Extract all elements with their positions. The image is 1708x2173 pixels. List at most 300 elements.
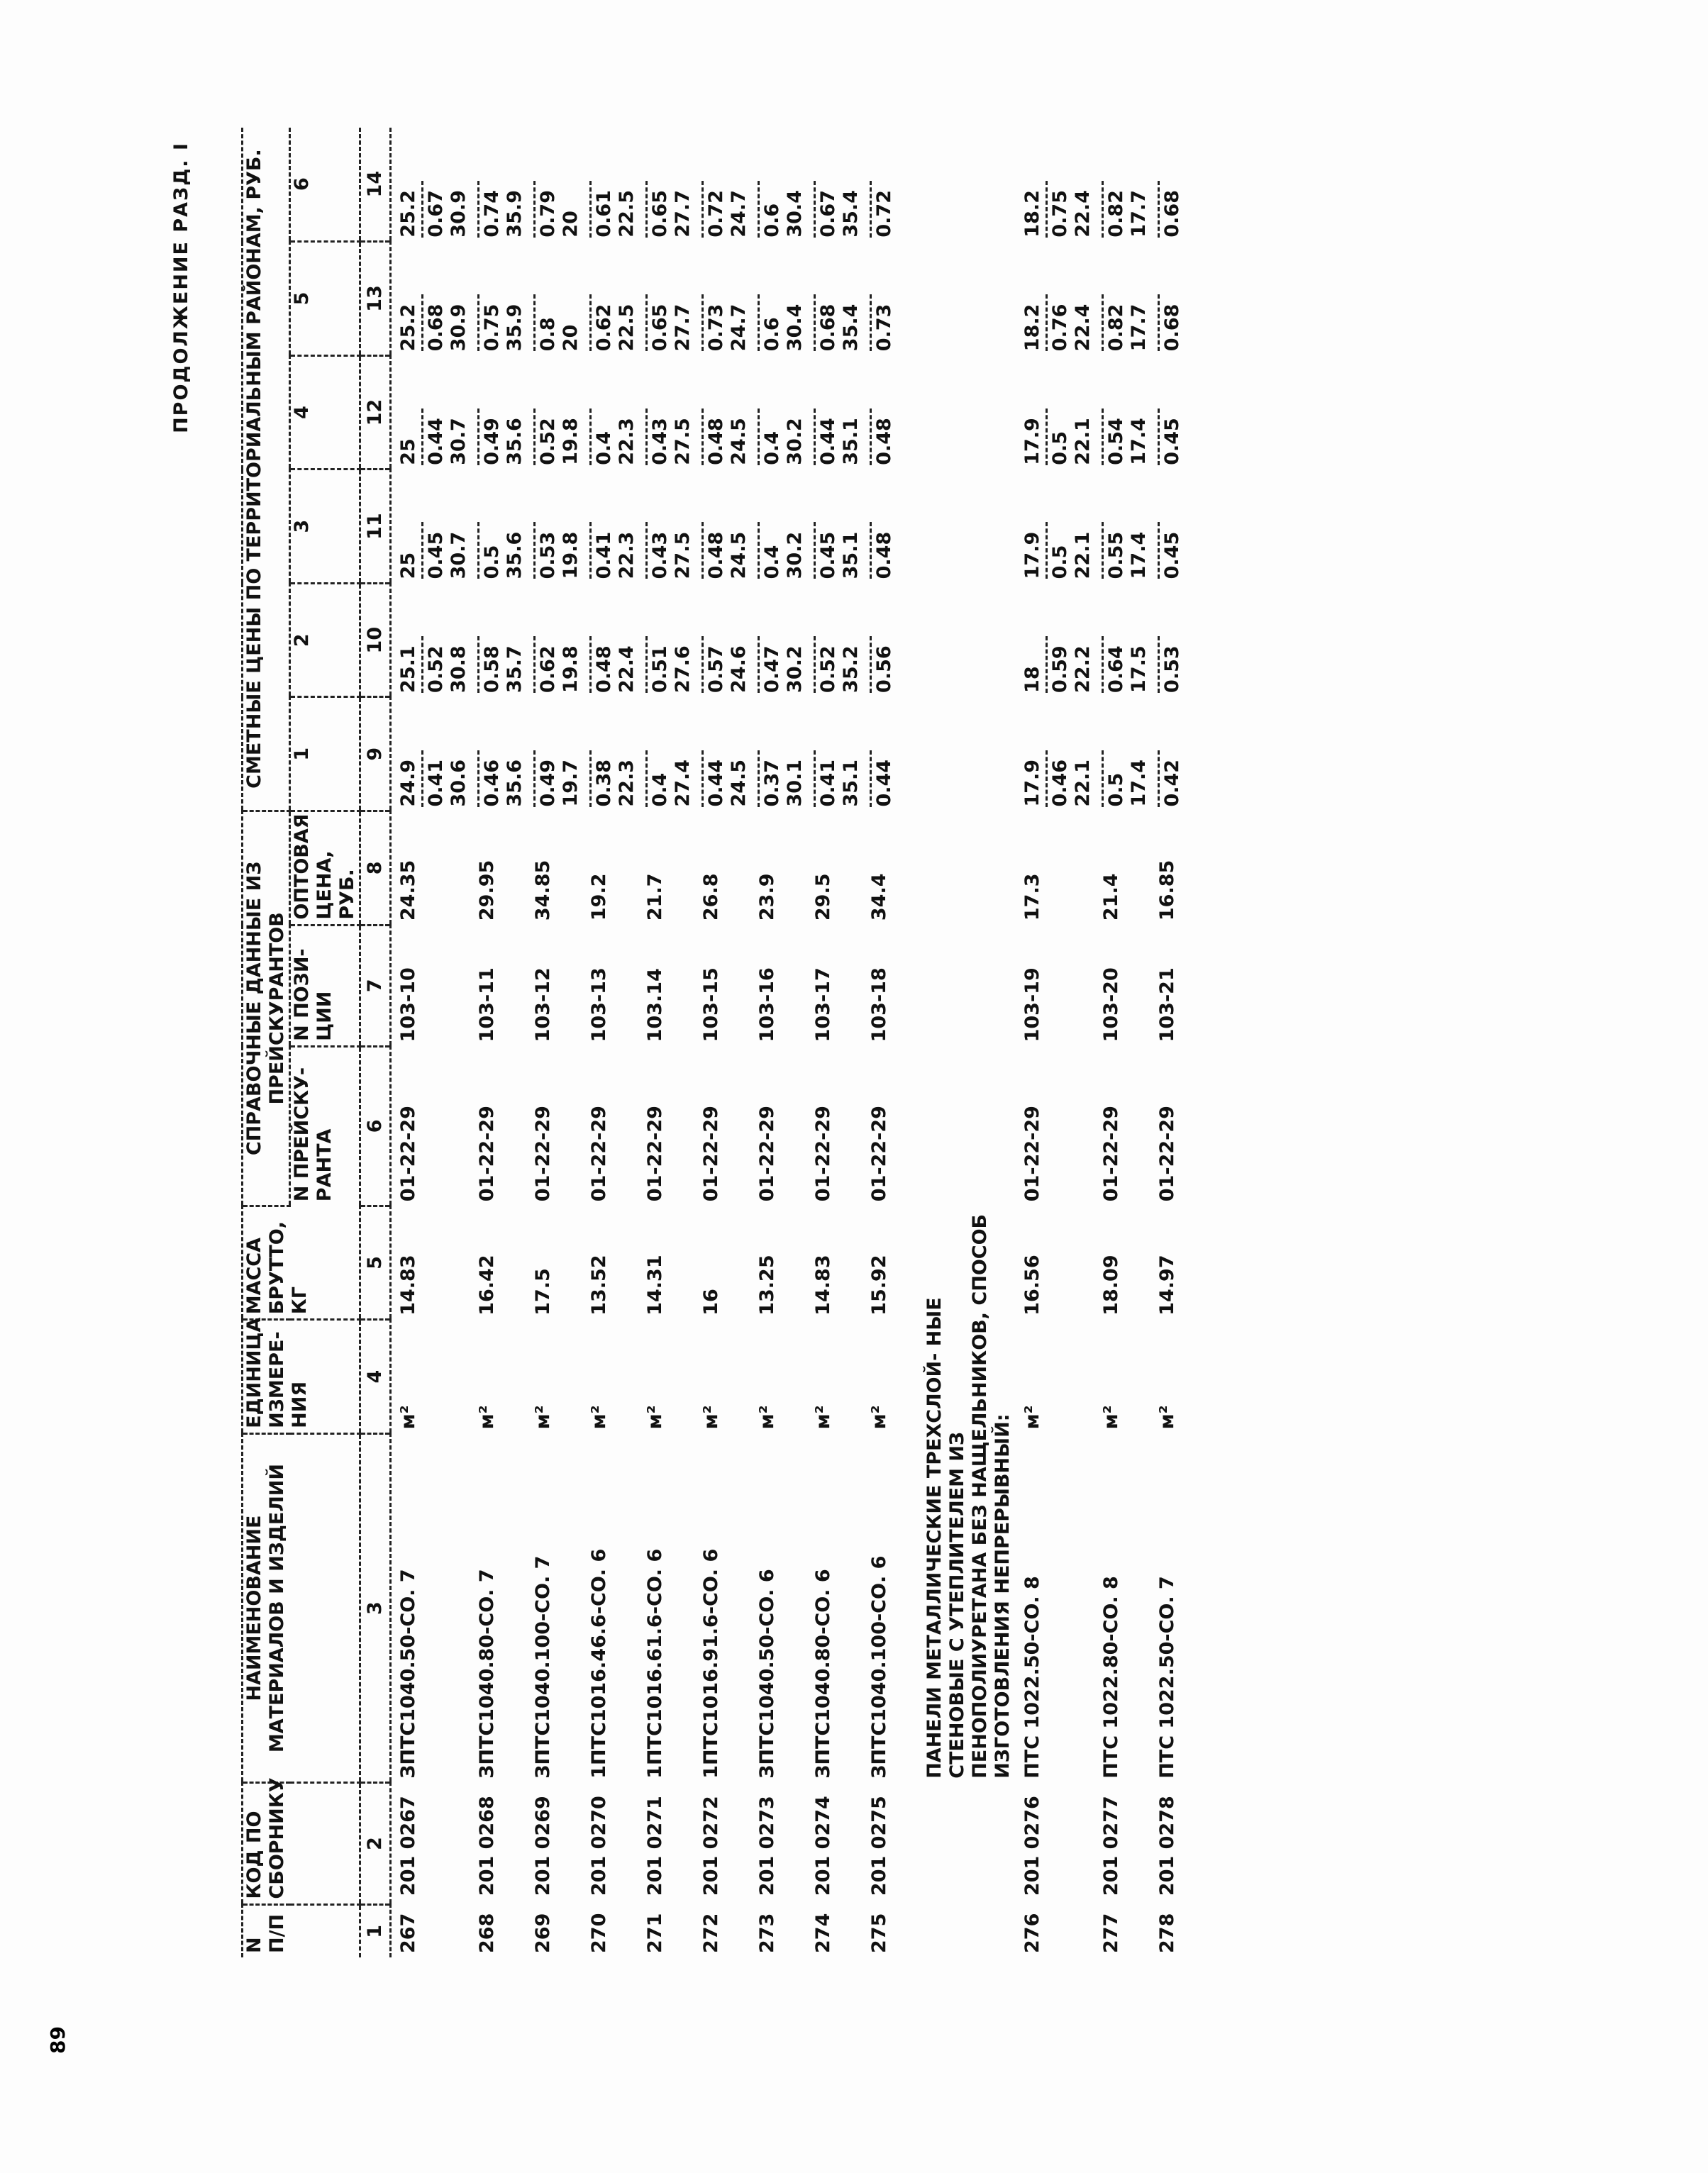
dashed-separator — [645, 409, 648, 465]
price-line: 22.2 — [1072, 645, 1094, 693]
price-pair — [644, 181, 694, 238]
price-line: 35.1 — [840, 531, 862, 579]
cell-region-price — [582, 355, 638, 469]
price-pair — [532, 636, 582, 693]
price-pair — [1100, 636, 1150, 693]
price-pair — [868, 181, 896, 238]
dashed-separator — [589, 409, 592, 465]
price-pair — [1156, 750, 1184, 807]
price-line: 35.9 — [504, 304, 526, 352]
dashed-separator — [1102, 181, 1104, 238]
cell-region-price — [470, 355, 526, 469]
price-line: 22.3 — [616, 531, 638, 579]
price-pair — [700, 409, 750, 465]
cell-region-price — [1016, 469, 1094, 584]
cell-region-price — [1016, 697, 1094, 811]
price-pair — [1100, 522, 1150, 579]
cell-region-price — [750, 583, 806, 697]
dashed-separator — [421, 750, 423, 807]
price-pair — [397, 294, 470, 351]
dashed-separator — [702, 522, 704, 579]
table-row — [750, 128, 806, 1957]
header-region-6: 6 — [290, 128, 360, 242]
price-line: 17.4 — [1128, 759, 1150, 807]
cell-name: 1ПТС1016.46.6-СО. 6 — [588, 1548, 610, 1779]
price-line: 0.38 — [593, 759, 615, 807]
price-line: 0.82 — [1105, 304, 1127, 352]
price-line: 0.48 — [705, 418, 727, 465]
price-pair — [588, 181, 638, 238]
cell-region-price — [638, 469, 694, 584]
price-line: 0.5 — [1105, 772, 1127, 807]
price-pair — [868, 750, 896, 807]
price-line: 0.68 — [1161, 190, 1183, 238]
cell-code: 201 0267 — [397, 1796, 419, 1896]
price-line: 0.67 — [817, 190, 839, 238]
price-line: 27.4 — [672, 759, 694, 807]
cell-region-price — [470, 583, 526, 697]
price-pair — [644, 294, 694, 351]
price-line: 35.6 — [504, 531, 526, 579]
price-line: 0.46 — [481, 759, 503, 807]
continuation-label: ПРОДОЛЖЕНИЕ РАЗД. I — [170, 142, 192, 433]
price-line: 0.4 — [761, 430, 783, 465]
cell-num: 273 — [756, 1913, 778, 1953]
price-line: 22.4 — [1072, 190, 1094, 238]
cell-region-price — [582, 583, 638, 697]
dashed-separator — [589, 636, 592, 693]
price-line: 0.82 — [1105, 190, 1127, 238]
price-line: 0.45 — [425, 531, 447, 579]
price-line: 17.4 — [1128, 531, 1150, 579]
price-line: 22.3 — [616, 418, 638, 465]
cell-region-price — [391, 128, 471, 242]
dashed-separator — [645, 636, 648, 693]
cell-region-price — [638, 697, 694, 811]
price-line: 0.4 — [761, 545, 783, 579]
dashed-separator — [533, 409, 536, 465]
price-line: 0.44 — [817, 418, 839, 465]
cell-position: 103-16 — [756, 967, 778, 1043]
cell-region-price — [470, 697, 526, 811]
price-line: 22.1 — [1072, 418, 1094, 465]
cell-name: 1ПТС1016.61.6-СО. 6 — [644, 1548, 666, 1779]
dashed-separator — [1046, 750, 1048, 807]
price-line: 30.4 — [784, 304, 806, 352]
price-line: 0.48 — [705, 531, 727, 579]
cell-mass: 13.52 — [588, 1255, 610, 1316]
cell-name: ЗПТС1040.50-СО. 7 — [397, 1569, 419, 1779]
cell-region-price — [526, 242, 582, 356]
cell-region-price — [750, 469, 806, 584]
price-pair — [756, 750, 806, 807]
price-line: 35.7 — [504, 645, 526, 693]
price-line: 0.41 — [817, 759, 839, 807]
col-number: 3 — [360, 1433, 391, 1782]
dashed-separator — [421, 522, 423, 579]
price-line: 0.65 — [649, 304, 671, 352]
cell-mass: 14.31 — [644, 1255, 666, 1316]
cell-num: 275 — [868, 1913, 890, 1953]
dashed-separator — [589, 181, 592, 238]
cell-name: ПТС 1022.50-СО. 8 — [1021, 1576, 1043, 1779]
price-line: 22.1 — [1072, 759, 1094, 807]
cell-region-price — [806, 469, 863, 584]
header-pricelist: N ПРЕЙСКУ- РАНТА — [290, 1046, 360, 1206]
price-pair — [476, 409, 526, 465]
dashed-separator — [702, 750, 704, 807]
cell-region-price — [470, 242, 526, 356]
dashed-separator — [814, 522, 816, 579]
price-pair — [397, 750, 470, 807]
cell-name: ПТС 1022.80-СО. 8 — [1100, 1576, 1122, 1779]
cell-wholesale: 21.7 — [644, 873, 666, 921]
header-mass: МАССА БРУТТО, КГ — [243, 1206, 360, 1320]
price-line: 35.6 — [504, 418, 526, 465]
price-line: 0.53 — [537, 531, 559, 579]
cell-region-price — [806, 355, 863, 469]
cell-num: 277 — [1100, 1913, 1122, 1953]
price-pair — [476, 750, 526, 807]
dashed-separator — [645, 181, 648, 238]
cell-unit: м² — [532, 1405, 554, 1430]
dashed-separator — [645, 522, 648, 579]
price-line: 0.5 — [1049, 545, 1071, 579]
price-main: 17.9 — [1021, 759, 1043, 807]
table-body — [391, 128, 919, 1957]
cell-mass: 16.42 — [476, 1255, 498, 1316]
cell-mass: 16.56 — [1021, 1255, 1043, 1316]
cell-region-price — [391, 469, 471, 584]
cell-num: 278 — [1156, 1913, 1178, 1953]
cell-pricelist: 01-22-29 — [397, 1106, 419, 1202]
dashed-separator — [589, 750, 592, 807]
price-pair — [1156, 409, 1184, 465]
cell-num: 268 — [476, 1913, 498, 1953]
table-row — [806, 128, 863, 1957]
cell-region-price — [694, 697, 750, 811]
cell-region-price — [806, 128, 863, 242]
price-line: 24.6 — [728, 645, 750, 693]
cell-mass: 14.83 — [812, 1255, 834, 1316]
cell-region-price — [638, 583, 694, 697]
dashed-separator — [421, 294, 423, 351]
price-main: 24.9 — [397, 759, 419, 807]
dashed-separator — [1158, 294, 1160, 351]
price-line: 0.52 — [425, 645, 447, 693]
cell-name: ЗПТС1040.50-СО. 6 — [756, 1569, 778, 1779]
price-pair — [1100, 294, 1150, 351]
price-line: 0.41 — [593, 531, 615, 579]
cell-pricelist: 01-22-29 — [812, 1106, 834, 1202]
cell-name: ЗПТС1040.80-СО. 6 — [812, 1569, 834, 1779]
price-main: 18.2 — [1021, 190, 1043, 238]
price-line: 24.7 — [728, 304, 750, 352]
cell-region-price — [1016, 242, 1094, 356]
cell-pricelist: 01-22-29 — [644, 1106, 666, 1202]
header-name: НАИМЕНОВАНИЕ МАТЕРИАЛОВ И ИЗДЕЛИЙ — [243, 1433, 360, 1782]
cell-position: 103-20 — [1100, 967, 1122, 1043]
cell-region-price — [1094, 128, 1150, 242]
price-main: 25 — [397, 438, 419, 465]
cell-region-price — [638, 242, 694, 356]
cell-pricelist: 01-22-29 — [756, 1106, 778, 1202]
price-line: 0.48 — [873, 418, 895, 465]
price-line: 0.74 — [481, 190, 503, 238]
price-line: 0.61 — [593, 190, 615, 238]
price-line: 30.2 — [784, 418, 806, 465]
price-line: 30.9 — [448, 304, 470, 352]
price-pair — [1100, 181, 1150, 238]
price-line: 19.8 — [560, 418, 582, 465]
cell-wholesale: 34.4 — [868, 873, 890, 921]
table-row — [391, 128, 471, 1957]
cell-code: 201 0270 — [588, 1796, 610, 1896]
price-pair — [700, 750, 750, 807]
cell-position: 103-21 — [1156, 967, 1178, 1043]
dashed-separator — [533, 522, 536, 579]
price-line: 0.5 — [1049, 430, 1071, 465]
cell-unit: м² — [868, 1405, 890, 1430]
dashed-separator — [421, 181, 423, 238]
dashed-separator — [1102, 409, 1104, 465]
cell-region-price — [1016, 355, 1094, 469]
col-number: 1 — [360, 1904, 391, 1957]
price-line: 0.57 — [705, 645, 727, 693]
dashed-separator — [758, 409, 760, 465]
cell-region-price — [1150, 469, 1206, 584]
price-main: 18 — [1021, 666, 1043, 693]
price-pair — [397, 181, 470, 238]
dashed-separator — [758, 294, 760, 351]
price-pair — [868, 294, 896, 351]
dashed-separator — [533, 294, 536, 351]
cell-unit: м² — [700, 1405, 722, 1430]
price-line: 0.49 — [481, 418, 503, 465]
price-line: 35.9 — [504, 190, 526, 238]
cell-region-price — [526, 583, 582, 697]
dashed-separator — [477, 294, 479, 351]
price-line: 0.37 — [761, 759, 783, 807]
price-pair — [476, 294, 526, 351]
page-number: 89 — [45, 2026, 70, 2054]
col-number: 12 — [360, 355, 391, 469]
cell-code: 201 0274 — [812, 1796, 834, 1896]
price-main: 25 — [397, 552, 419, 579]
col-number: 5 — [360, 1206, 391, 1320]
price-pair — [532, 522, 582, 579]
price-line: 0.56 — [873, 645, 895, 693]
cell-name: ЗПТС1040.100-СО. 7 — [532, 1555, 554, 1779]
price-main: 17.9 — [1021, 531, 1043, 579]
price-pair — [812, 522, 863, 579]
price-main: 25.2 — [397, 304, 419, 352]
cell-code: 201 0276 — [1021, 1796, 1043, 1896]
cell-region-price — [1094, 242, 1150, 356]
price-line: 22.1 — [1072, 531, 1094, 579]
price-line: 27.5 — [672, 531, 694, 579]
cell-num: 276 — [1021, 1913, 1043, 1953]
dashed-separator — [814, 294, 816, 351]
cell-pricelist: 01-22-29 — [1021, 1106, 1043, 1202]
cell-region-price — [750, 242, 806, 356]
price-pair — [588, 636, 638, 693]
cell-region-price — [391, 697, 471, 811]
dashed-separator — [589, 294, 592, 351]
cell-wholesale: 29.5 — [812, 873, 834, 921]
header-region-1: 1 — [290, 697, 360, 811]
cell-region-price — [750, 697, 806, 811]
price-pair — [1156, 636, 1184, 693]
cell-pricelist: 01-22-29 — [476, 1106, 498, 1202]
cell-mass: 14.97 — [1156, 1255, 1178, 1316]
dashed-separator — [421, 409, 423, 465]
cell-region-price — [582, 128, 638, 242]
price-line: 0.45 — [1161, 418, 1183, 465]
header-num: N П/П — [243, 1904, 360, 1957]
price-line: 35.1 — [840, 418, 862, 465]
price-line: 0.47 — [761, 645, 783, 693]
price-pair — [868, 409, 896, 465]
cell-mass: 18.09 — [1100, 1255, 1122, 1316]
cell-region-price — [750, 128, 806, 242]
dashed-separator — [1158, 636, 1160, 693]
dashed-separator — [1102, 750, 1104, 807]
cell-code: 201 0268 — [476, 1796, 498, 1896]
cell-region-price — [694, 128, 750, 242]
price-pair — [644, 409, 694, 465]
price-line: 0.68 — [425, 304, 447, 352]
cell-wholesale: 26.8 — [700, 873, 722, 921]
cell-wholesale: 29.95 — [476, 860, 498, 921]
price-line: 27.6 — [672, 645, 694, 693]
price-line: 30.8 — [448, 645, 470, 693]
price-line: 30.2 — [784, 645, 806, 693]
dashed-separator — [758, 636, 760, 693]
price-pair — [812, 181, 863, 238]
price-line: 0.52 — [817, 645, 839, 693]
price-line: 0.72 — [873, 190, 895, 238]
price-pair — [397, 409, 470, 465]
price-line: 0.51 — [649, 645, 671, 693]
dashed-separator — [1102, 636, 1104, 693]
price-line: 30.2 — [784, 531, 806, 579]
cell-mass: 15.92 — [868, 1255, 890, 1316]
cell-position: 103.14 — [644, 968, 666, 1043]
price-pair — [700, 522, 750, 579]
price-line: 0.62 — [537, 645, 559, 693]
cell-wholesale: 21.4 — [1100, 873, 1122, 921]
dashed-separator — [477, 181, 479, 238]
price-pair — [476, 522, 526, 579]
price-line: 0.62 — [593, 304, 615, 352]
price-pair — [868, 522, 896, 579]
table-body — [1016, 128, 1206, 1957]
dashed-separator — [1158, 409, 1160, 465]
cell-pricelist: 01-22-29 — [588, 1106, 610, 1202]
dashed-separator — [758, 181, 760, 238]
cell-region-price — [694, 242, 750, 356]
price-line: 0.43 — [649, 531, 671, 579]
price-line: 0.4 — [649, 772, 671, 807]
dashed-separator — [870, 294, 872, 351]
header-wholesale: ОПТОВАЯ ЦЕНА, РУБ. — [290, 811, 360, 926]
header-unit: ЕДИНИЦА ИЗМЕРЕ- НИЯ — [243, 1320, 360, 1434]
cell-num: 269 — [532, 1913, 554, 1953]
col-number: 7 — [360, 925, 391, 1046]
rotated-sheet — [170, 128, 1560, 1957]
cell-region-price — [694, 355, 750, 469]
price-line: 0.75 — [481, 304, 503, 352]
cell-pricelist: 01-22-29 — [1100, 1106, 1122, 1202]
price-table — [241, 128, 1206, 1957]
header-region-4: 4 — [290, 355, 360, 469]
price-pair — [1021, 750, 1094, 807]
price-pair — [700, 181, 750, 238]
price-pair — [1021, 522, 1094, 579]
price-line: 0.44 — [425, 418, 447, 465]
cell-pricelist: 01-22-29 — [868, 1106, 890, 1202]
price-pair — [756, 181, 806, 238]
cell-position: 103-13 — [588, 967, 610, 1043]
dashed-separator — [702, 294, 704, 351]
cell-name: 1ПТС1016.91.6-СО. 6 — [700, 1548, 722, 1779]
price-line: 17.5 — [1128, 645, 1150, 693]
price-line: 24.7 — [728, 190, 750, 238]
price-line: 0.41 — [425, 759, 447, 807]
price-pair — [588, 409, 638, 465]
header-region-5: 5 — [290, 242, 360, 356]
header-estimate-group: СМЕТНЫЕ ЦЕНЫ ПО ТЕРРИТОРИАЛЬНЫМ РАЙОНАМ, РУБ. — [243, 128, 290, 811]
cell-pricelist: 01-22-29 — [700, 1106, 722, 1202]
price-line: 0.8 — [537, 317, 559, 352]
col-number: 10 — [360, 583, 391, 697]
price-line: 22.4 — [1072, 304, 1094, 352]
cell-region-price — [582, 242, 638, 356]
price-line: 0.6 — [761, 317, 783, 352]
price-line: 0.45 — [1161, 531, 1183, 579]
price-pair — [1021, 409, 1094, 465]
price-main: 18.2 — [1021, 304, 1043, 352]
cell-code: 201 0278 — [1156, 1796, 1178, 1896]
price-pair — [812, 294, 863, 351]
cell-region-price — [1150, 242, 1206, 356]
cell-region-price — [470, 128, 526, 242]
header-region-2: 2 — [290, 583, 360, 697]
price-pair — [1021, 294, 1094, 351]
price-line: 0.42 — [1161, 759, 1183, 807]
dashed-separator — [870, 409, 872, 465]
cell-region-price — [863, 697, 918, 811]
cell-region-price — [863, 242, 918, 356]
price-line: 0.53 — [1161, 645, 1183, 693]
price-line: 0.43 — [649, 418, 671, 465]
col-number: 4 — [360, 1320, 391, 1434]
price-pair — [1100, 409, 1150, 465]
col-number: 9 — [360, 697, 391, 811]
dashed-separator — [1158, 181, 1160, 238]
price-pair — [700, 636, 750, 693]
dashed-separator — [1158, 522, 1160, 579]
table-row — [1094, 128, 1150, 1957]
dashed-separator — [645, 750, 648, 807]
dashed-separator — [758, 750, 760, 807]
header-code: КОД ПО СБОРНИКУ — [243, 1783, 360, 1904]
price-line: 22.3 — [616, 759, 638, 807]
price-pair — [397, 636, 470, 693]
price-pair — [588, 750, 638, 807]
cell-region-price — [1094, 355, 1150, 469]
